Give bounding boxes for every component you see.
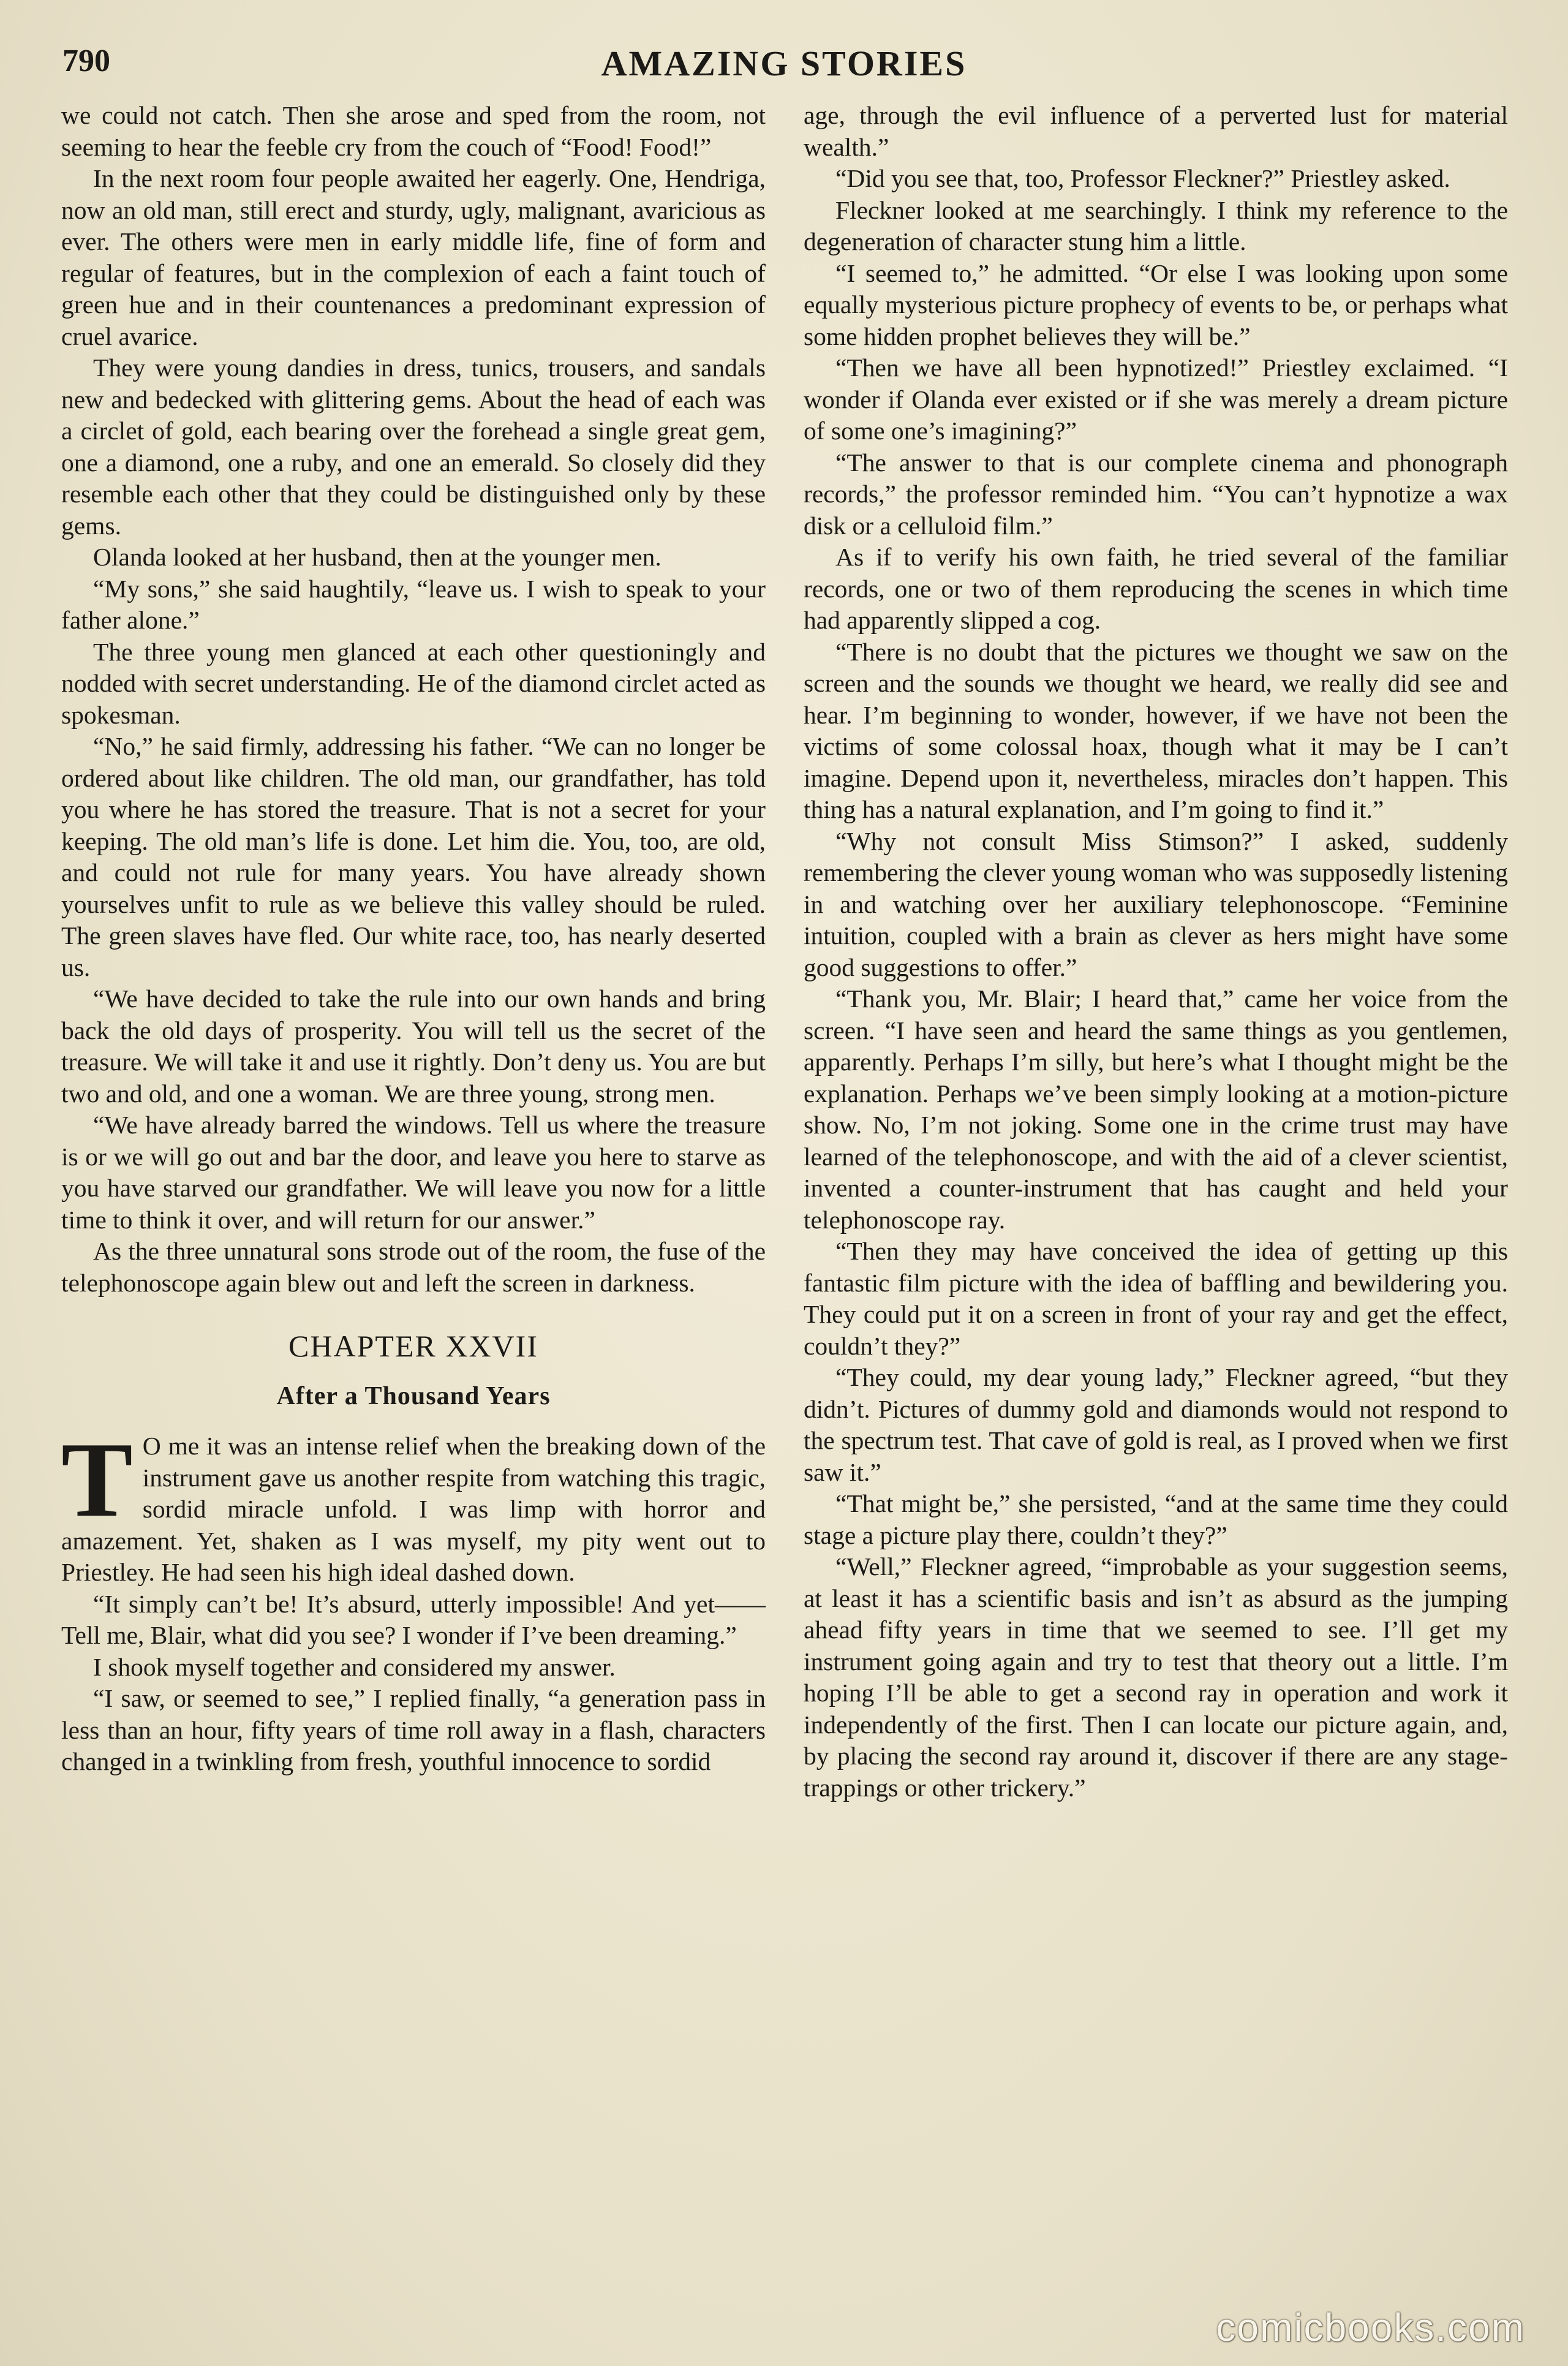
paragraph: “The answer to that is our complete cinema and phonograph records,” the professor reminded him. “You can’t hypnotize a wax disk or a celluloid film.” — [804, 448, 1508, 540]
page-number: 790 — [62, 43, 110, 78]
paragraph: “Did you see that, too, Professor Fleckner?” Priestley asked. — [835, 164, 1450, 192]
paragraph: “My sons,” she said haughtily, “leave us. I wish to speak to your father alone.” — [61, 574, 766, 634]
paragraph: As if to verify his own faith, he tried several of the familiar records, one or two of them reproducing the scenes in which time had apparently slipped a cog. — [804, 543, 1508, 634]
paragraph: “Then they may have conceived the idea of getting up this fantastic film picture with the idea of baffling and bewildering you. They could put it on a screen in front of your ray and get the effect, couldn’t they?” — [804, 1237, 1508, 1360]
paragraph: In the next room four people awaited her eagerly. One, Hendriga, now an old man, still erect and sturdy, ugly, malignant, avaricious as ever. The others were men in early middle life, fine of form and regular of features, but in the complexion of each a faint touch of green hue and in their countenances a predominant expression of cruel avarice. — [61, 164, 766, 350]
paragraph: age, through the evil influence of a perverted lust for material wealth.” — [804, 101, 1508, 161]
paragraph: “Why not consult Miss Stimson?” I asked, suddenly remembering the clever young woman who was supposedly listening in and watching over her auxiliary telephonoscope. “Feminine intuition, coupled with a brain as clever as hers might have some good suggestions to offer.” — [804, 826, 1508, 981]
paragraph: They were young dandies in dress, tunics, trousers, and sandals new and bedecked with glittering gems. About the head of each was a circlet of gold, each bearing over the forehead a single great gem, one a diamond, one a ruby, and one an emerald. So closely did they resemble each other that they could be distinguished only by these gems. — [61, 353, 766, 540]
paragraph: I shook myself together and considered my answer. — [93, 1652, 616, 1681]
paragraph: “It simply can’t be! It’s absurd, utterly impossible! And yet—— Tell me, Blair, what did you see? I wonder if I’ve been dreaming.” — [61, 1589, 766, 1649]
paragraph: “We have decided to take the rule into our own hands and bring back the old days of prosperity. You will tell us the secret of the treasure. We will take it and use it rightly. Don’t deny us. You are but two and old, and one a woman. We are three young, strong men. — [61, 985, 766, 1108]
watermark-logo: comicbooks.com — [1216, 2305, 1525, 2349]
paragraph: The three young men glanced at each other questioningly and nodded with secret understanding. He of the diamond circlet acted as spokesman. — [61, 637, 766, 729]
chapter-heading: CHAPTER XXVII — [288, 1329, 538, 1363]
paragraph: Fleckner looked at me searchingly. I think my reference to the degeneration of character stung him a little. — [804, 195, 1508, 255]
paragraph: “There is no doubt that the pictures we thought we saw on the screen and the sounds we thought we heard, we really did see and hear. I’m beginning to wonder, however, if we have not been the victims of some colossal hoax, though what it may be I can’t imagine. Depend upon it, nevertheless, miracles don’t happen. This thing has a natural explanation, and I’m going to find it.” — [804, 637, 1508, 823]
drop-cap: T — [61, 1420, 133, 1539]
paragraph: “They could, my dear young lady,” Fleckner agreed, “but they didn’t. Pictures of dummy gold and diamonds would not respond to the spectrum test. That cave of gold is real, as I proved when we first saw it.” — [804, 1363, 1508, 1486]
paragraph: “Then we have all been hypnotized!” Priestley exclaimed. “I wonder if Olanda ever existed or if she was merely a dream picture of some one’s imagining?” — [804, 353, 1508, 445]
paragraph: we could not catch. Then she arose and sped from the room, not seeming to hear the feeble cry from the couch of “Food! Food!” — [61, 101, 766, 161]
running-head: AMAZING STORIES — [601, 43, 967, 83]
paragraph: “That might be,” she persisted, “and at the same time they could stage a picture play there, couldn’t they?” — [804, 1489, 1508, 1549]
paragraph: “I saw, or seemed to see,” I replied finally, “a generation pass in less than an hour, fifty years of time roll away in a flash, characters changed in a twinkling from fresh, youthful innocence to sordid — [61, 1684, 766, 1775]
left-column — [61, 100, 766, 1778]
paragraph: “We have already barred the windows. Tell us where the treasure is or we will go out and bar the door, and leave you here to starve as you have starved our grandfather. We will leave you now for a little time to think it over, and will return for our answer.” — [61, 1111, 766, 1234]
paragraph: As the three unnatural sons strode out of the room, the fuse of the telephonoscope again blew out and left the screen in darkness. — [61, 1237, 766, 1297]
chapter-subtitle: After a Thousand Years — [276, 1381, 551, 1410]
paragraph: “Well,” Fleckner agreed, “improbable as your suggestion seems, at least it has a scientific basis and isn’t as absurd as the jumping ahead fifty years in time that we seemed to see. I’ll get my instrument going again and try to test that theory out a little. I’m hoping I’ll be able to get a second ray in operation and work it independently of the first. Then I can locate our picture again, and, by placing the second ray around it, discover if there are any stage-trappings or other trickery.” — [804, 1552, 1508, 1802]
drop-cap-paragraph — [61, 1420, 766, 1589]
paragraph: “No,” he said firmly, addressing his father. “We can no longer be ordered about like children. The old man, our grandfather, has told you where he has stored the treasure. That is not a secret for your keeping. The old man’s life is done. Let him die. You, too, are old, and could not rule for many years. You have already shown yourselves unfit to rule as we believe this valley should be ruled. The green slaves have fled. Our white race, too, has nearly deserted us. — [61, 732, 766, 981]
paragraph: Olanda looked at her husband, then at the younger men. — [93, 543, 662, 571]
right-column — [804, 100, 1508, 1804]
paragraph-text: O me it was an intense relief when the breaking down of the instrument gave us another respite from watching this tragic, sordid miracle unfold. I was limp with horror and amazement. Yet, shaken as I was myself, my pity went out to Priestley. He had seen his high ideal dashed down. — [61, 1432, 766, 1586]
paragraph: “I seemed to,” he admitted. “Or else I was looking upon some equally mysterious picture prophecy of events to be, or perhaps what some hidden prophet believes they will be.” — [804, 259, 1508, 350]
page-header — [59, 43, 1509, 92]
paragraph: “Thank you, Mr. Blair; I heard that,” came her voice from the screen. “I have seen and heard the same things as you gentlemen, apparently. Perhaps I’m silly, but here’s what I thought might be the explanation. Perhaps we’ve been simply looking at a motion-picture show. No, I’m not joking. Some one in the crime trust may have learned of the telephonoscope, and with the aid of a clever scientist, invented a counter-instrument that has caught and held your telephonoscope ray. — [804, 985, 1508, 1234]
